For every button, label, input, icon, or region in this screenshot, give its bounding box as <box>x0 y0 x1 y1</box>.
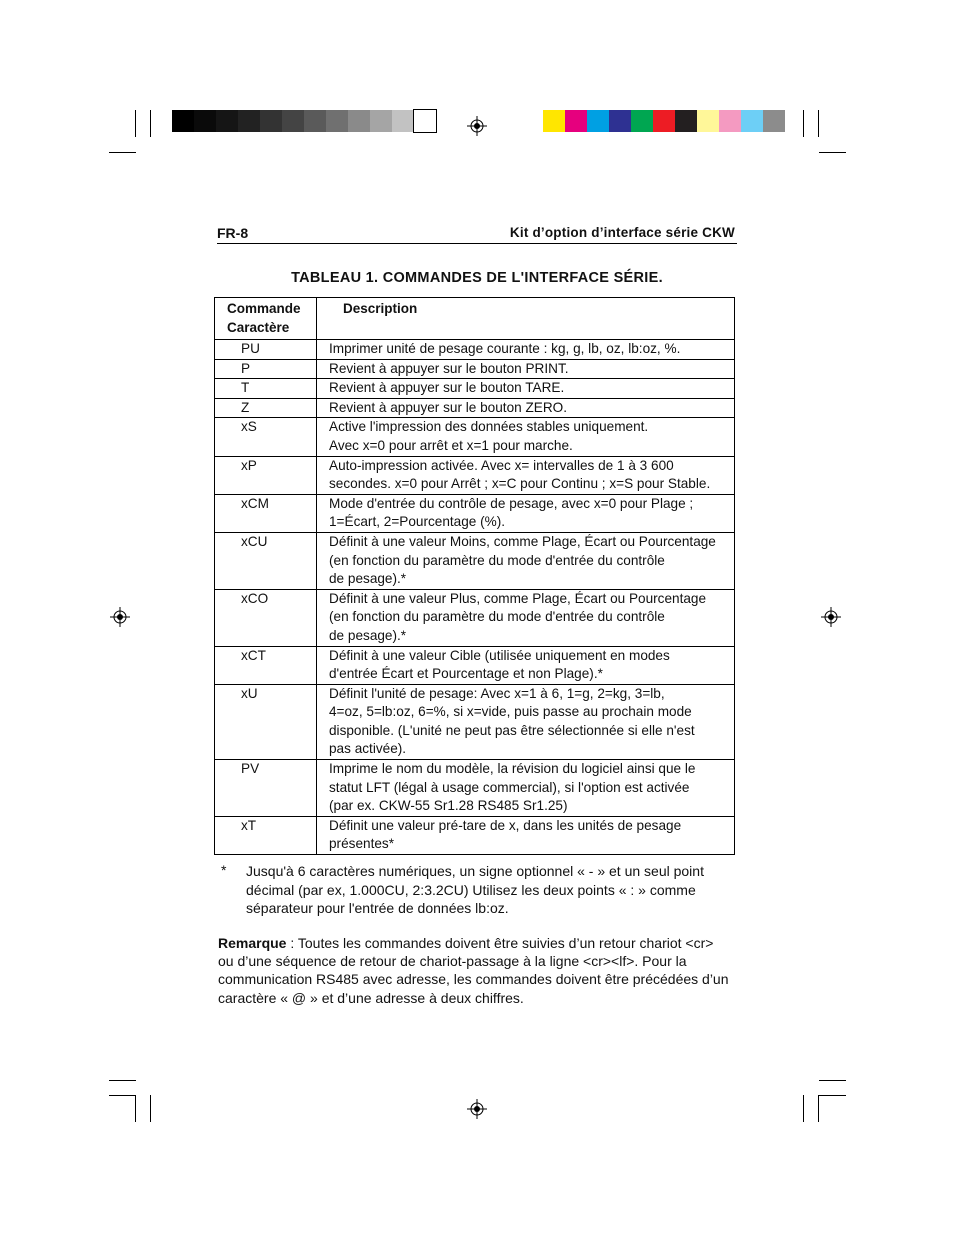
description-line: Imprimer unité de pesage courante : kg, g, lb, oz, lb:oz, %. <box>329 341 681 356</box>
description-cell <box>317 418 735 456</box>
command-cell: xCT <box>215 646 317 684</box>
command-cell: PV <box>215 760 317 817</box>
registration-mark-icon <box>110 607 130 627</box>
description-line: de pesage).* <box>329 571 407 587</box>
description-line: Définit à une valeur Moins, comme Plage, Écart ou Pourcentage <box>329 533 716 549</box>
table-row <box>215 816 735 854</box>
crop-mark <box>803 110 804 137</box>
command-cell: xP <box>215 456 317 494</box>
description-line: d'entrée Écart et Pourcentage et non Plage).* <box>329 666 603 682</box>
crop-mark <box>819 152 846 153</box>
description-line: (en fonction du paramètre du mode d'entrée du contrôle <box>329 552 665 568</box>
color-swatch <box>763 110 785 132</box>
footnote-marker: * <box>221 862 227 878</box>
description-line: présentes* <box>329 836 394 852</box>
header-rule <box>217 243 737 244</box>
command-cell: Z <box>215 398 317 418</box>
commands-table <box>214 297 735 855</box>
crop-mark <box>819 1095 846 1096</box>
gray-swatch <box>392 110 414 132</box>
page-number: FR-8 <box>217 225 249 241</box>
description-line: Définit à une valeur Plus, comme Plage, Écart ou Pourcentage <box>329 590 707 606</box>
footnote-line: séparateur pour l'entrée de données lb:oz. <box>246 900 509 916</box>
remark-text: : Toutes les commandes doivent être suivies d’un retour chariot <cr> <box>286 935 714 951</box>
color-swatch <box>653 110 675 132</box>
gray-swatch <box>194 110 216 132</box>
command-cell: xS <box>215 418 317 456</box>
color-swatch <box>675 110 697 132</box>
description-line: 1=Écart, 2=Pourcentage (%). <box>329 514 506 530</box>
description-line: Revient à appuyer sur le bouton ZERO. <box>329 399 568 415</box>
crop-mark <box>150 1095 151 1122</box>
table-row <box>215 398 735 418</box>
description-cell <box>317 760 735 817</box>
table-row <box>215 456 735 494</box>
remark-paragraph <box>218 934 738 1007</box>
command-cell: xCM <box>215 494 317 532</box>
command-cell: xT <box>215 816 317 854</box>
registration-mark-icon <box>467 116 487 136</box>
table-row <box>215 684 735 759</box>
gray-swatch <box>370 110 392 132</box>
table-row <box>215 359 735 379</box>
description-cell <box>317 532 735 589</box>
table-row <box>215 418 735 456</box>
column-header-description: Description <box>317 298 735 340</box>
description-line: pas activée). <box>329 741 407 757</box>
description-cell <box>317 340 735 360</box>
description-cell <box>317 494 735 532</box>
column-header-command-line1: Commande <box>227 301 301 316</box>
gray-swatch <box>216 110 238 132</box>
column-header-command <box>215 298 317 340</box>
crop-mark <box>109 1080 136 1081</box>
color-swatch <box>741 110 763 132</box>
color-swatch <box>609 110 631 132</box>
description-line: Définit une valeur pré-tare de x, dans les unités de pesage <box>329 817 682 833</box>
description-line: disponible. (L'unité ne peut pas être sélectionnée si elle n'est <box>329 722 695 738</box>
table-row <box>215 532 735 589</box>
description-line: Imprime le nom du modèle, la révision du logiciel ainsi que le <box>329 761 696 777</box>
description-line: (en fonction du paramètre du mode d'entrée du contrôle <box>329 609 665 625</box>
command-cell: xU <box>215 684 317 759</box>
remark-label: Remarque <box>218 935 287 951</box>
crop-mark <box>819 1080 846 1081</box>
gray-swatch <box>172 110 194 132</box>
description-line: Définit l'unité de pesage: Avec x=1 à 6, 1=g, 2=kg, 3=lb, <box>329 685 665 701</box>
command-cell: T <box>215 379 317 399</box>
gray-swatch <box>260 110 282 132</box>
table-row <box>215 589 735 646</box>
crop-mark <box>818 110 819 137</box>
description-line: Définit à une valeur Cible (utilisée uniquement en modes <box>329 647 670 663</box>
description-line: 4=oz, 5=lb:oz, 6=%, si x=vide, puis passe au prochain mode <box>329 704 692 720</box>
crop-mark <box>818 1095 819 1122</box>
gray-swatch <box>238 110 260 132</box>
description-cell <box>317 456 735 494</box>
description-line: Revient à appuyer sur le bouton TARE. <box>329 380 565 396</box>
description-line: Auto-impression activée. Avec x= intervalles de 1 à 3 600 <box>329 457 674 473</box>
description-cell <box>317 398 735 418</box>
description-line: (par ex. CKW-55 Sr1.28 RS485 Sr1.25) <box>329 798 568 814</box>
remark-line: communication RS485 avec adresse, les commandes doivent être précédées d’un <box>218 971 729 988</box>
gray-swatch <box>414 110 436 132</box>
description-line: statut LFT (légal à usage commercial), si l'option est activée <box>329 779 690 795</box>
description-cell <box>317 379 735 399</box>
crop-mark <box>150 110 151 137</box>
description-cell <box>317 684 735 759</box>
description-line: Avec x=0 pour arrêt et x=1 pour marche. <box>329 437 573 453</box>
description-line: secondes. x=0 pour Arrêt ; x=C pour Continu ; x=S pour Stable. <box>329 476 711 492</box>
gray-calibration-bar <box>172 110 436 132</box>
footnote-line: Jusqu'à 6 caractères numériques, un signe optionnel « - » et un seul point <box>246 863 704 879</box>
color-swatch <box>587 110 609 132</box>
gray-swatch <box>304 110 326 132</box>
table-row <box>215 340 735 360</box>
command-cell: xCO <box>215 589 317 646</box>
remark-line <box>218 934 738 952</box>
crop-mark <box>109 152 136 153</box>
crop-mark <box>109 1095 136 1096</box>
command-cell: PU <box>215 340 317 360</box>
color-swatch <box>565 110 587 132</box>
description-line: de pesage).* <box>329 627 407 643</box>
remark-line: ou d’une séquence de retour de chariot-passage à la ligne <cr><lf>. Pour la <box>218 953 687 970</box>
crop-mark <box>803 1095 804 1122</box>
description-line: Mode d'entrée du contrôle de pesage, avec x=0 pour Plage ; <box>329 495 694 511</box>
table-row <box>215 494 735 532</box>
description-line: Active l'impression des données stables uniquement. <box>329 419 649 435</box>
registration-mark-icon <box>467 1099 487 1119</box>
running-title: Kit d’option d’interface série CKW <box>509 225 735 240</box>
gray-swatch <box>282 110 304 132</box>
description-cell <box>317 816 735 854</box>
footnote-line: décimal (par ex, 1.000CU, 2:3.2CU) Utilisez les deux points « : » comme <box>246 881 696 898</box>
table-row <box>215 760 735 817</box>
table-header-row <box>215 298 735 340</box>
color-swatch <box>697 110 719 132</box>
crop-mark <box>135 1095 136 1122</box>
crop-mark <box>135 110 136 137</box>
table-title: TABLEAU 1. COMMANDES DE L'INTERFACE SÉRIE. <box>291 270 663 286</box>
color-swatch <box>543 110 565 132</box>
gray-swatch <box>348 110 370 132</box>
description-cell <box>317 589 735 646</box>
description-line: Revient à appuyer sur le bouton PRINT. <box>329 360 569 376</box>
table-row <box>215 646 735 684</box>
color-swatch <box>631 110 653 132</box>
color-calibration-bar <box>543 110 785 132</box>
description-cell <box>317 646 735 684</box>
description-cell <box>317 359 735 379</box>
color-swatch <box>719 110 741 132</box>
command-cell: xCU <box>215 532 317 589</box>
command-cell: P <box>215 359 317 379</box>
registration-mark-icon <box>821 607 841 627</box>
gray-swatch <box>326 110 348 132</box>
footnote-text <box>246 862 736 918</box>
table-row <box>215 379 735 399</box>
column-header-command-line2: Caractère <box>227 319 290 335</box>
remark-line: caractère « @ » et d’une adresse à deux chiffres. <box>218 989 524 1006</box>
